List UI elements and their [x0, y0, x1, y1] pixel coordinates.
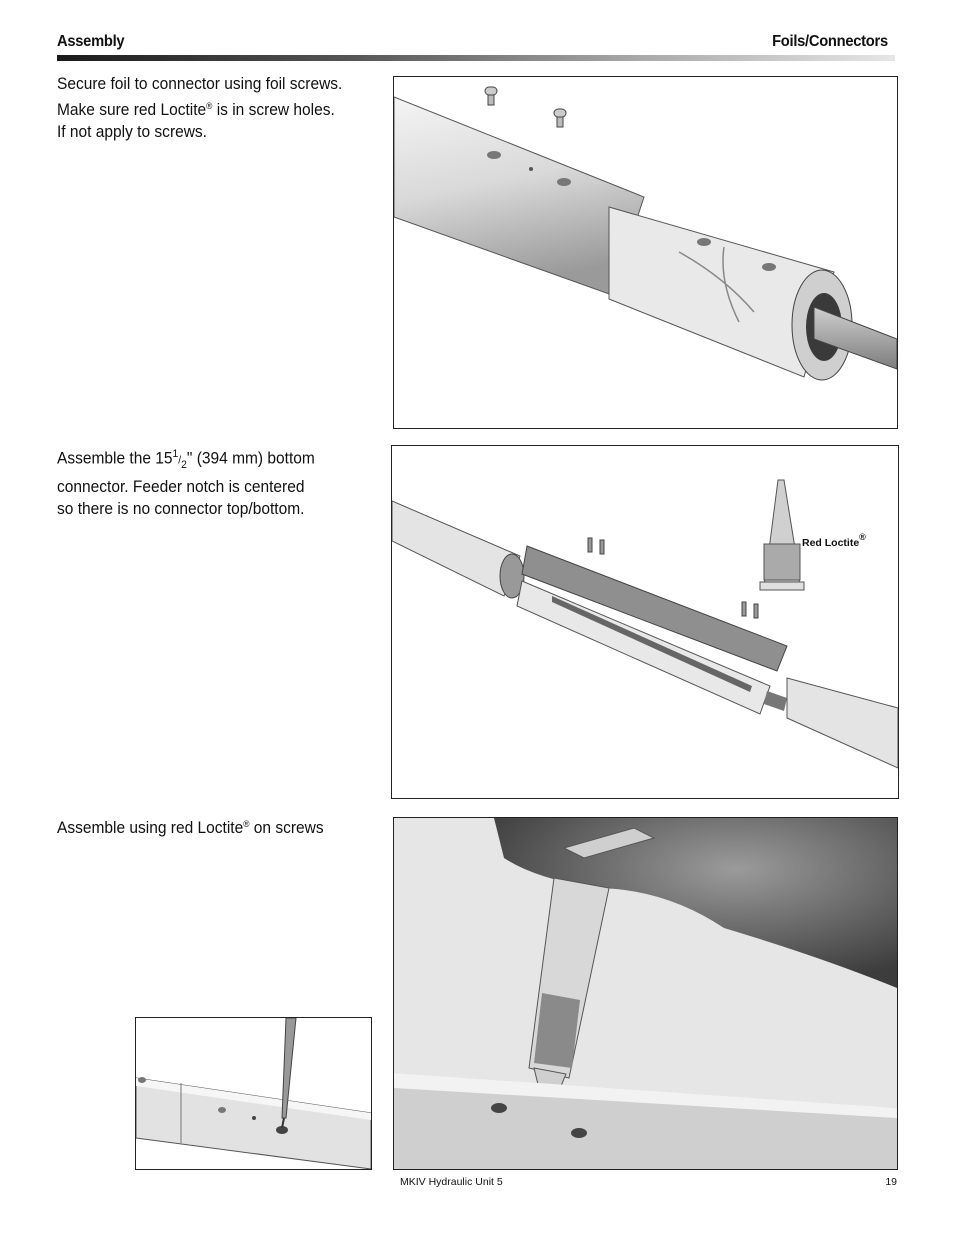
step1-line2-pre: Make sure red Loctite: [57, 101, 207, 119]
registered-mark: ®: [206, 101, 213, 111]
step2-line1-post: " (394 mm) bottom: [186, 449, 315, 468]
foil-screw-icon: [485, 87, 497, 105]
foil-connector-illustration: [394, 77, 897, 428]
step3-instructions: [57, 813, 324, 839]
step3-line1-post: on screws: [249, 819, 324, 837]
page-number: 19: [885, 1176, 897, 1188]
figure-bottom-connector: [391, 445, 899, 799]
screwdriver-illustration: [136, 1018, 371, 1169]
bottom-connector-illustration: [392, 446, 898, 798]
red-loctite-callout: [802, 532, 866, 549]
step1-line1: Secure foil to connector using foil screws.: [57, 75, 343, 93]
step1-line2: [57, 95, 342, 121]
footer-document: MKIV Hydraulic Unit 5: [400, 1176, 503, 1188]
section-title: Assembly: [57, 33, 125, 50]
step3-line1-pre: Assemble using red Loctite: [57, 819, 244, 837]
step3-line1: [57, 813, 324, 839]
step2-line1-pre: Assemble the 15: [57, 449, 173, 468]
step2-line2: connector. Feeder notch is centered: [57, 477, 305, 496]
registered-mark: ®: [859, 532, 866, 542]
loctite-tube-icon: [760, 480, 804, 590]
syringe-photo-illustration: [394, 818, 897, 1169]
step2-instructions: [57, 443, 315, 520]
step1-line2-post: is in screw holes.: [212, 101, 335, 119]
screw-pair-icon: [588, 538, 604, 554]
foil-screw-icon: [554, 109, 566, 127]
registered-mark: ®: [243, 819, 250, 829]
header-rule: [57, 55, 895, 61]
figure-loctite-syringe: [393, 817, 898, 1170]
fraction-denominator: 2: [181, 458, 187, 471]
step1-line3: If not apply to screws.: [57, 123, 208, 141]
topic-title: Foils/Connectors: [772, 33, 888, 50]
figure-foil-connector: [393, 76, 898, 429]
step1-instructions: [57, 73, 342, 143]
step2-line3: so there is no connector top/bottom.: [57, 499, 305, 518]
callout-text: Red Loctite: [802, 537, 860, 549]
screw-pair-icon: [742, 602, 758, 618]
step2-line1: Assemble the $15^1/_2$" (394 mm) bottom: [57, 448, 315, 471]
figure-screwdriver-inset: [135, 1017, 372, 1170]
fraction-numerator: 1: [172, 448, 179, 460]
